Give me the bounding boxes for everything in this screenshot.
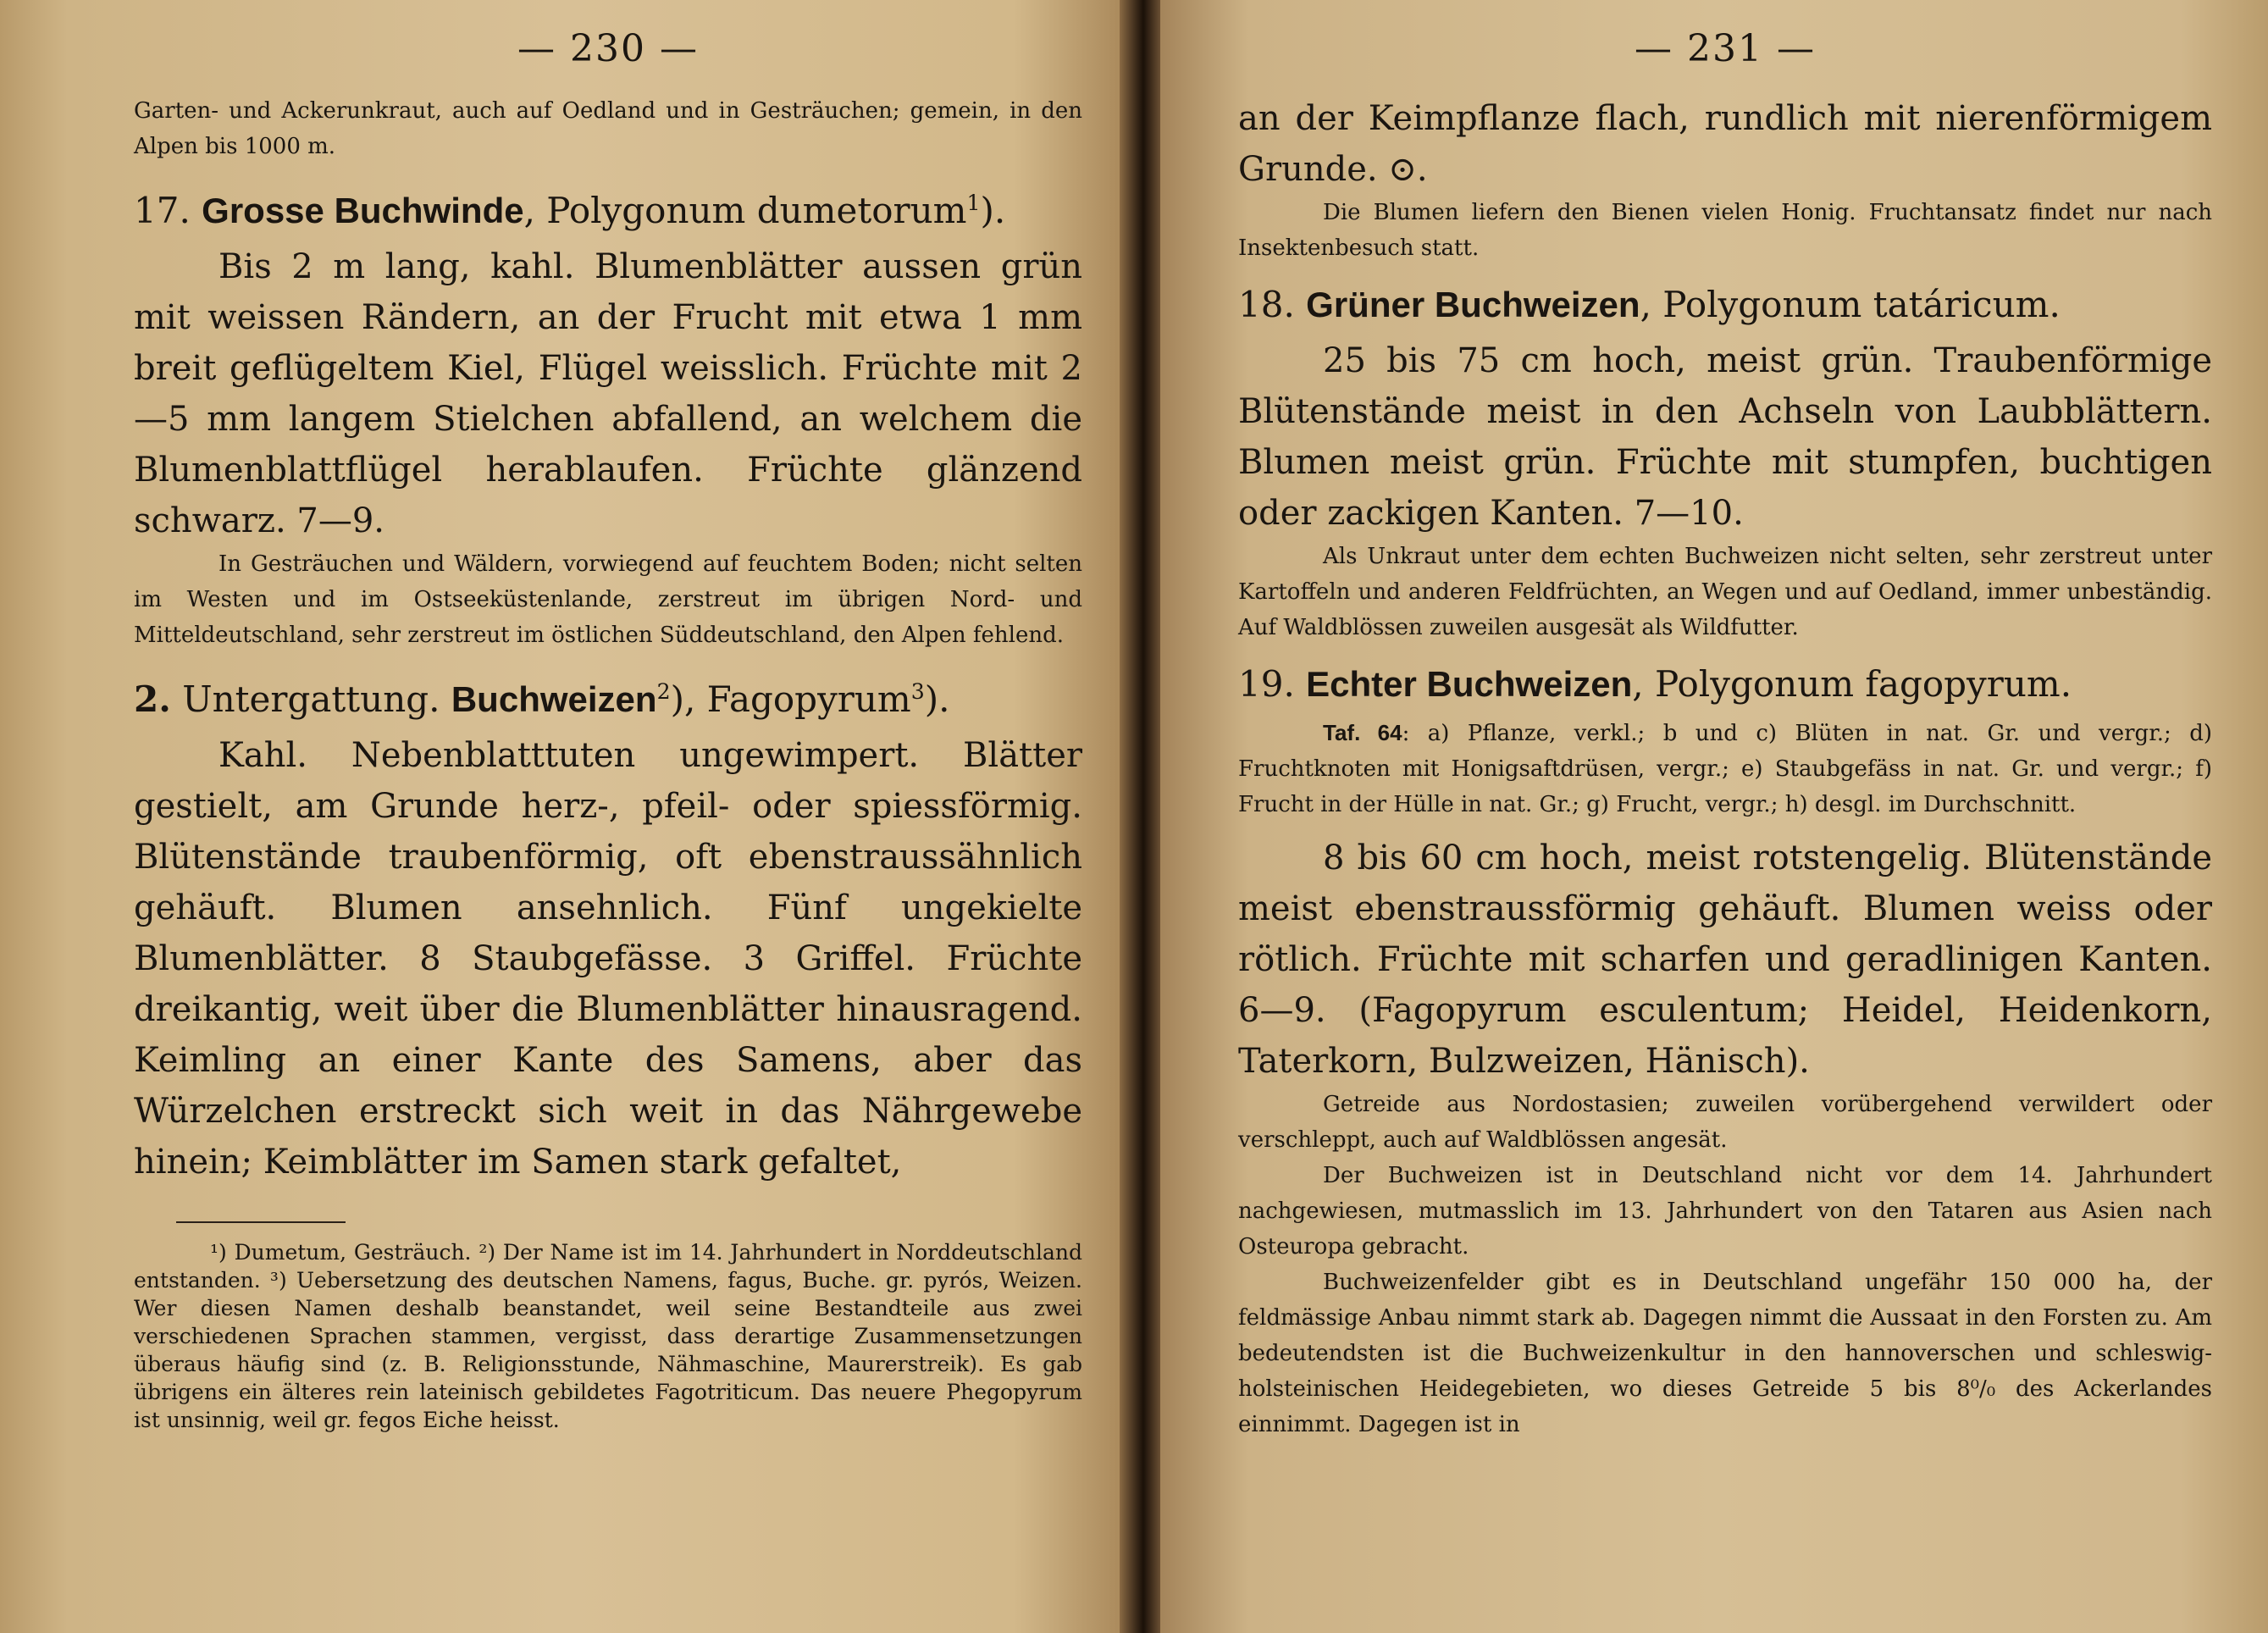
footnotes bbox=[134, 1238, 1082, 1434]
page-number: — 231 — bbox=[1635, 27, 1816, 70]
footnote-2: ²) Der Name ist im 14. Jahrhundert in Norddeutschland entstanden. bbox=[134, 1240, 1082, 1293]
subgenus-description: Kahl. Nebenblatttuten ungewimpert. Blätter gestielt, am Grunde herz-, pfeil- oder spiessförmig. Blütenstände traubenförmig, oft ebenstraussähnlich gehäuft. Blumen ansehnlich. Fünf ungekielte Blumenblätter. 8 Staubgefässe. 3 Griffel. Früchte dreikantig, weit über die Blumenblätter hinausragend. Keimling an einer Kante des Samens, aber das Würzelchen erstreckt sich weit in das Nährgewebe hinein; Keimblätter im Samen stark gefaltet, bbox=[134, 736, 1082, 1182]
footnote-ref: 2 bbox=[656, 679, 671, 704]
footnote-ref: 1 bbox=[966, 191, 981, 215]
entry-note-17: In Gesträuchen und Wäldern, vorwiegend auf feuchtem Boden; nicht selten im Westen und im Ostseeküstenlande, zerstreut im übrigen Nord- und Mitteldeutschland, sehr zerstreut im östlichen Süddeutschland, den Alpen fehlend. bbox=[134, 551, 1082, 648]
continued-text: an der Keimpflanze flach, rundlich mit nierenförmigem Grunde. ⊙. bbox=[1238, 99, 2212, 189]
entry-note-19-2: Der Buchweizen ist in Deutschland nicht vor dem 14. Jahrhundert nachgewiesen, mutmasslich im 13. Jahrhundert von den Tataren aus Asien nach Osteuropa gebracht. bbox=[1238, 1163, 2212, 1259]
entry-number: 19. bbox=[1238, 663, 1295, 705]
entry-number: 18. bbox=[1238, 284, 1295, 325]
footnote-ref: 3 bbox=[910, 679, 925, 704]
entry-note-19-3: Buchweizenfelder gibt es in Deutschland ungefähr 150 000 ha, der feldmässige Anbau nimmt stark ab. Dagegen nimmt die Aussaat in den Forsten zu. Am bedeutendsten ist die Buchweizenkultur in den hannoverschen und schleswig-holsteinischen Heidegebieten, wo dieses Getreide 5 bis 8⁰/₀ des Ackerlandes einnimmt. Dagegen ist in bbox=[1238, 1270, 2212, 1437]
entry-name: Grosse Buchwinde bbox=[202, 191, 524, 230]
entry-name: Echter Buchweizen bbox=[1306, 664, 1633, 704]
right-page-content bbox=[1238, 24, 2212, 1442]
entry-name: Grüner Buchweizen bbox=[1306, 285, 1640, 324]
entry-note-19-1: Getreide aus Nordostasien; zuweilen vorübergehend verwildert oder verschleppt, auch auf Waldblössen angesät. bbox=[1238, 1092, 2212, 1153]
entry-note-18: Als Unkraut unter dem echten Buchweizen nicht selten, sehr zerstreut unter Kartoffeln und anderen Feldfrüchten, an Wegen und auf Oedland, immer unbeständig. Auf Waldblössen zuweilen ausgesät als Wildfutter. bbox=[1238, 544, 2212, 640]
entry-close: ). bbox=[980, 190, 1006, 231]
entry-heading-19 bbox=[1238, 657, 2212, 711]
intro-note: Garten- und Ackerunkraut, auch auf Oedland und in Gesträuchen; gemein, in den Alpen bis 1000 m. bbox=[134, 98, 1082, 159]
continued-note: Die Blumen liefern den Bienen vielen Honig. Fruchtansatz findet nur nach Insektenbesuch statt. bbox=[1238, 200, 2212, 261]
footnote-1: ¹) Dumetum, Gesträuch. bbox=[210, 1240, 472, 1265]
subgenus-name: Buchweizen bbox=[451, 679, 657, 719]
subgenus-latin: ), Fagopyrum bbox=[670, 678, 911, 720]
entry-heading-18 bbox=[1238, 278, 2212, 332]
footnote-divider bbox=[176, 1221, 346, 1223]
entry-number: 17. bbox=[134, 190, 191, 231]
plate-caption: : a) Pflanze, verkl.; b und c) Blüten in nat. Gr. und vergr.; d) Fruchtknoten mit Honigsaftdrüsen, vergr.; e) Staubgefäss in nat. Gr. und vergr.; f) Frucht in der Hülle in nat. Gr.; g) Frucht, vergr.; h) desgl. im Durchschnitt. bbox=[1238, 721, 2212, 817]
entry-heading-17 bbox=[134, 176, 1082, 238]
entry-description-18: 25 bis 75 cm hoch, meist grün. Traubenförmige Blütenstände meist in den Achseln von Laubblättern. Blumen meist grün. Früchte mit stumpfen, buchtigen oder zackigen Kanten. 7—10. bbox=[1238, 341, 2212, 533]
footnote-3: ³) Uebersetzung des deutschen Namens, fagus, Buche. gr. pyrós, Weizen. Wer diesen Namen deshalb beanstandet, weil seine Bestandteile aus zwei verschiedenen Sprachen stammen, vergisst, dass derartige Zusammensetzungen überaus häufig sind (z. B. Religionsstunde, Nähmaschine, Maurerstreik). Es gab übrigens ein älteres rein lateinisch gebildetes Fagotriticum. Das neuere Phegopyrum ist unsinnig, weil gr. fegos Eiche heisst. bbox=[134, 1268, 1082, 1432]
plate-reference bbox=[1238, 715, 2212, 822]
entry-latin: , Polygonum tatáricum. bbox=[1640, 284, 2061, 325]
entry-latin: , Polygonum dumetorum bbox=[523, 190, 967, 231]
right-page bbox=[1160, 0, 2268, 1633]
subgenus-heading bbox=[134, 665, 1082, 727]
page-number: — 230 — bbox=[517, 27, 699, 70]
entry-description-17: Bis 2 m lang, kahl. Blumenblätter aussen grün mit weissen Rändern, an der Frucht mit etwa 1 mm breit geflügeltem Kiel, Flügel weisslich. Früchte mit 2—5 mm langem Stielchen abfallend, an welchem die Blumenblattflügel herablaufen. Früchte glänzend schwarz. 7—9. bbox=[134, 247, 1082, 540]
subgenus-close: ). bbox=[924, 678, 950, 720]
entry-latin: , Polygonum fagopyrum. bbox=[1632, 663, 2072, 705]
plate-label: Taf. 64 bbox=[1323, 720, 1402, 745]
subgenus-prefix: Untergattung. bbox=[170, 678, 451, 720]
subgenus-number: 2. bbox=[134, 678, 171, 720]
left-page bbox=[0, 0, 1126, 1633]
entry-description-19: 8 bis 60 cm hoch, meist rotstengelig. Blütenstände meist ebenstraussförmig gehäuft. Blumen weiss oder rötlich. Früchte mit scharfen und geradlinigen Kanten. 6—9. (Fagopyrum esculentum; Heidel, Heidenkorn, Taterkorn, Bulzweizen, Hänisch). bbox=[1238, 839, 2212, 1081]
left-page-content bbox=[134, 24, 1082, 1434]
